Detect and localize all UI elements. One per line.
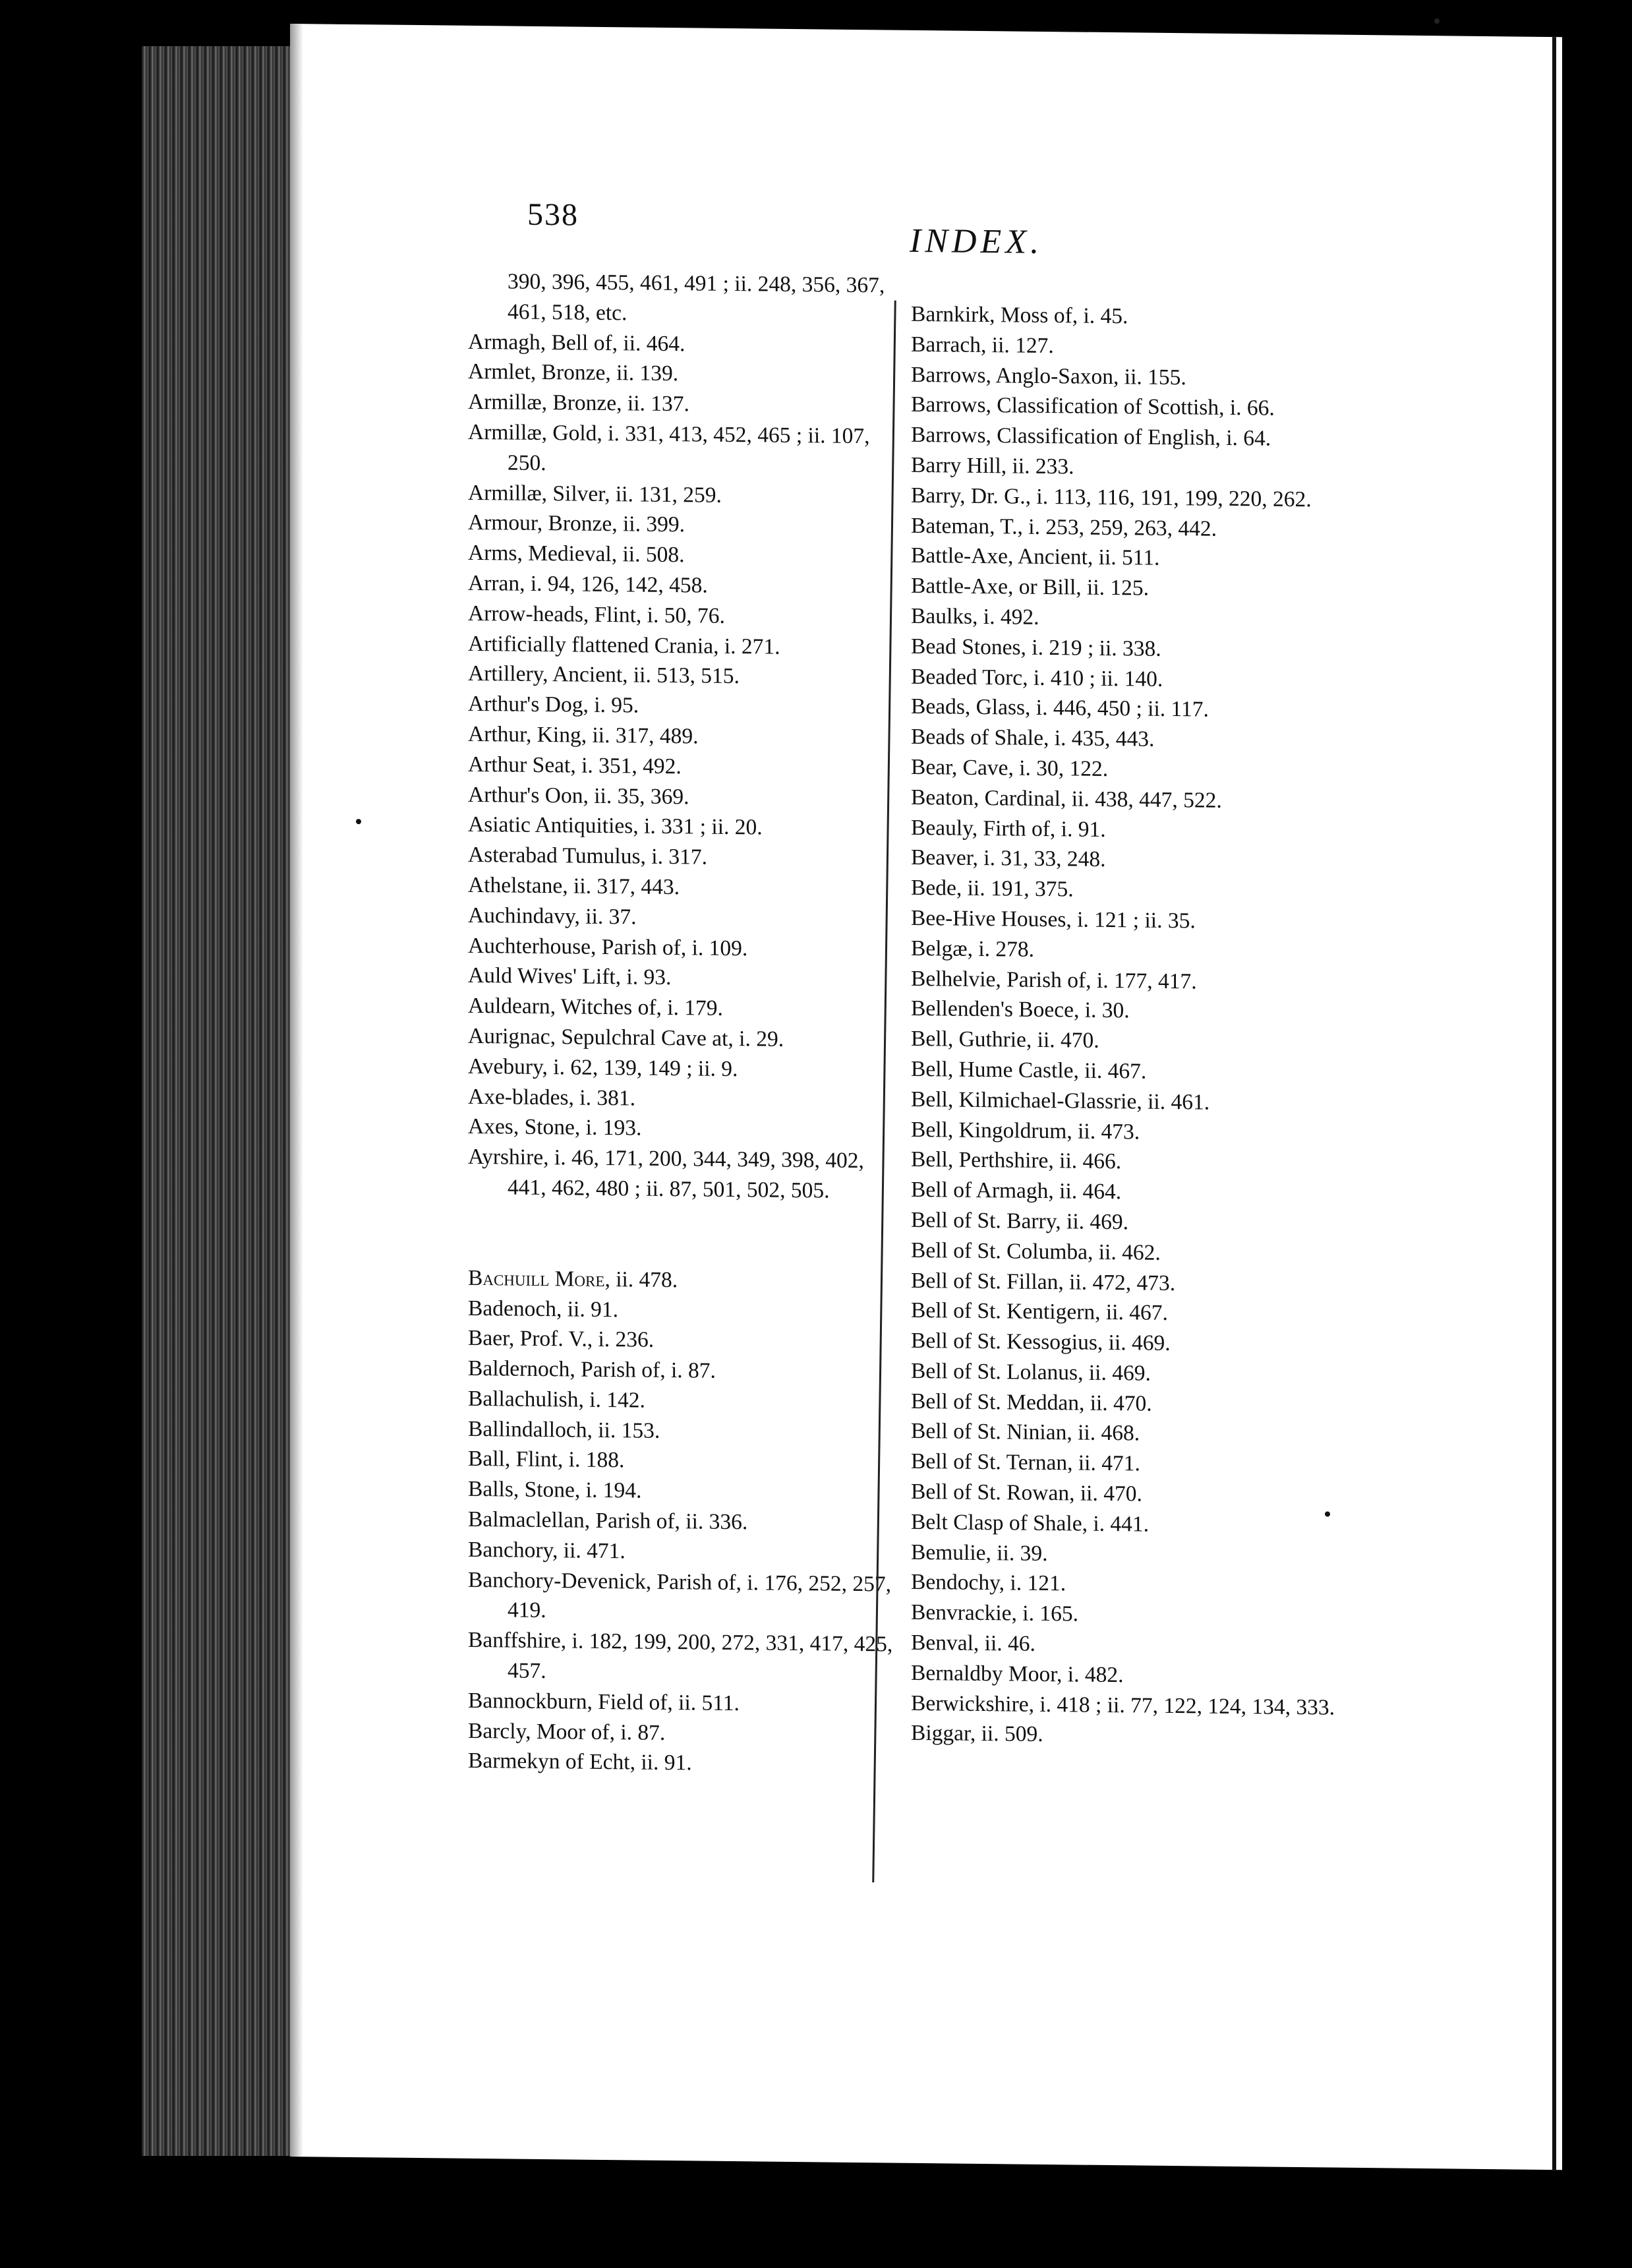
index-entry: Bell of St. Kentigern, ii. 467. xyxy=(911,1298,1168,1326)
index-entry: Arthur's Oon, ii. 35, 369. xyxy=(468,782,689,809)
index-entry: 390, 396, 455, 461, 491 ; ii. 248, 356, 367, 461, 518, etc. xyxy=(508,269,885,326)
page-number: 538 xyxy=(527,196,579,233)
index-entry: Armillæ, Bronze, ii. 137. xyxy=(468,390,689,417)
index-entry: Belgæ, i. 278. xyxy=(911,936,1035,962)
index-entry: Athelstane, ii. 317, 443. xyxy=(468,872,680,900)
index-entry: Bellenden's Boece, i. 30. xyxy=(911,996,1130,1023)
index-entry: Biggar, ii. 509. xyxy=(911,1721,1043,1747)
entry-references: , ii. 478. xyxy=(604,1267,678,1292)
index-entry: Bell of St. Rowan, ii. 470. xyxy=(911,1479,1142,1507)
index-entry: Baer, Prof. V., i. 236. xyxy=(468,1326,655,1353)
index-entry: Balmaclellan, Parish of, ii. 336. xyxy=(468,1507,748,1535)
index-entry: Bell of St. Barry, ii. 469. xyxy=(911,1207,1129,1235)
index-entry: Arran, i. 94, 126, 142, 458. xyxy=(468,570,708,598)
index-entry: Artillery, Ancient, ii. 513, 515. xyxy=(468,661,740,689)
index-entry: Armour, Bronze, ii. 399. xyxy=(468,510,685,537)
index-entry: Bernaldby Moor, i. 482. xyxy=(911,1660,1124,1688)
index-entry: Armillæ, Silver, ii. 131, 259. xyxy=(468,480,722,508)
index-entry: Bell of St. Lolanus, ii. 469. xyxy=(911,1358,1151,1386)
index-entry: Barrows, Anglo-Saxon, ii. 155. xyxy=(911,362,1186,390)
index-entry: Barry Hill, ii. 233. xyxy=(911,452,1074,479)
index-entry: Bendochy, i. 121. xyxy=(911,1570,1066,1596)
index-entry: Bede, ii. 191, 375. xyxy=(911,876,1074,902)
index-entry: Bell of St. Meddan, ii. 470. xyxy=(911,1388,1152,1416)
right-index-column xyxy=(911,299,1366,1753)
index-entry: Artificially flattened Crania, i. 271. xyxy=(468,631,780,659)
index-entry: Baulks, i. 492. xyxy=(911,603,1039,630)
index-entry: Auldearn, Witches of, i. 179. xyxy=(468,993,723,1021)
index-entry: Bell of St. Columba, ii. 462. xyxy=(911,1238,1161,1265)
running-head: INDEX. xyxy=(910,222,1043,261)
index-entry: Beauly, Firth of, i. 91. xyxy=(911,815,1106,842)
section-gap xyxy=(468,1203,903,1268)
section-initial-entry: Bachuill More xyxy=(468,1265,605,1292)
index-entry xyxy=(468,1263,903,1298)
index-entry: Axe-blades, i. 381. xyxy=(468,1084,635,1111)
index-entry: Auchterhouse, Parish of, i. 109. xyxy=(468,933,748,961)
index-entry: Bell of St. Ninian, ii. 468. xyxy=(911,1419,1140,1446)
index-entry: Bear, Cave, i. 30, 122. xyxy=(911,754,1109,781)
ink-speck xyxy=(356,819,361,824)
index-entry: Bell, Hume Castle, ii. 467. xyxy=(911,1056,1147,1084)
index-entry: Bateman, T., i. 253, 259, 263, 442. xyxy=(911,513,1217,541)
index-entry: Bell, Perthshire, ii. 466. xyxy=(911,1147,1122,1174)
index-entry: Barrows, Classification of Scottish, i. 66. xyxy=(911,392,1275,421)
book-spine-edge xyxy=(142,46,300,2156)
index-entry: Beaver, i. 31, 33, 248. xyxy=(911,845,1106,872)
index-entry: Barrach, ii. 127. xyxy=(911,332,1054,358)
index-entry: Armagh, Bell of, ii. 464. xyxy=(468,329,685,356)
index-entry: Arthur's Dog, i. 95. xyxy=(468,691,639,718)
index-entry: Arrow-heads, Flint, i. 50, 76. xyxy=(468,601,725,628)
index-page xyxy=(290,24,1562,2170)
index-entry: Beads, Glass, i. 446, 450 ; ii. 117. xyxy=(911,694,1209,722)
index-entry: Bannockburn, Field of, ii. 511. xyxy=(468,1688,740,1716)
index-entry: Arthur, King, ii. 317, 489. xyxy=(468,721,699,749)
index-entry: Arms, Medieval, ii. 508. xyxy=(468,540,685,568)
index-entry: Beads of Shale, i. 435, 443. xyxy=(911,725,1155,752)
index-entry: Banffshire, i. 182, 199, 200, 272, 331, 417, 425, 457. xyxy=(468,1628,893,1684)
index-entry: Baldernoch, Parish of, i. 87. xyxy=(468,1356,716,1383)
index-entry: Auchindavy, ii. 37. xyxy=(468,903,637,930)
index-entry: Bell of St. Ternan, ii. 471. xyxy=(911,1449,1140,1476)
index-entry: Avebury, i. 62, 139, 149 ; ii. 9. xyxy=(468,1054,738,1081)
index-entry: Belt Clasp of Shale, i. 441. xyxy=(911,1509,1150,1537)
index-entry: Ballachulish, i. 142. xyxy=(468,1386,645,1413)
index-entry: Bell of St. Fillan, ii. 472, 473. xyxy=(911,1268,1176,1296)
index-entry: Bead Stones, i. 219 ; ii. 338. xyxy=(911,634,1161,661)
index-entry: Bell of Armagh, ii. 464. xyxy=(911,1177,1122,1205)
index-entry: Armlet, Bronze, ii. 139. xyxy=(468,359,679,386)
index-entry: Bemulie, ii. 39. xyxy=(911,1539,1048,1566)
index-entry: Benval, ii. 46. xyxy=(911,1630,1035,1656)
index-entry: Ballindalloch, ii. 153. xyxy=(468,1416,660,1443)
facing-page-edge xyxy=(1552,37,1556,2170)
index-entry: Balls, Stone, i. 194. xyxy=(468,1477,642,1503)
index-entry: Berwickshire, i. 418 ; ii. 77, 122, 124, 134, 333. xyxy=(911,1690,1335,1720)
index-entry: Bee-Hive Houses, i. 121 ; ii. 35. xyxy=(911,905,1196,934)
index-entry: Benvrackie, i. 165. xyxy=(911,1600,1078,1626)
index-entry: Arthur Seat, i. 351, 492. xyxy=(468,752,682,779)
index-entry: Beaded Torc, i. 410 ; ii. 140. xyxy=(911,664,1163,692)
index-entry: Battle-Axe, Ancient, ii. 511. xyxy=(911,543,1160,571)
index-entry: Asterabad Tumulus, i. 317. xyxy=(468,842,707,870)
index-entry: Bell, Guthrie, ii. 470. xyxy=(911,1026,1099,1053)
ink-speck xyxy=(1325,1511,1330,1516)
index-entry: Banchory, ii. 471. xyxy=(468,1537,626,1564)
index-entry: Bell, Kingoldrum, ii. 473. xyxy=(911,1117,1140,1145)
index-entry: Barcly, Moor of, i. 87. xyxy=(468,1718,666,1745)
index-entry: Belhelvie, Parish of, i. 177, 417. xyxy=(911,966,1197,994)
index-entry: Bell, Kilmichael-Glassrie, ii. 461. xyxy=(911,1087,1210,1115)
index-entry: Barrows, Classification of English, i. 64. xyxy=(911,423,1271,451)
index-entry: Auld Wives' Lift, i. 93. xyxy=(468,963,672,990)
gutter-shadow xyxy=(290,24,303,2157)
left-index-column xyxy=(468,266,903,1781)
index-entry: Axes, Stone, i. 193. xyxy=(468,1114,642,1141)
index-entry: Aurignac, Sepulchral Cave at, i. 29. xyxy=(468,1023,784,1052)
index-entry: Bell of St. Kessogius, ii. 469. xyxy=(911,1328,1171,1356)
index-entry: Beaton, Cardinal, ii. 438, 447, 522. xyxy=(911,785,1222,813)
index-entry: Asiatic Antiquities, i. 331 ; ii. 20. xyxy=(468,812,763,840)
index-entry: Ayrshire, i. 46, 171, 200, 344, 349, 398, 402, 441, 462, 480 ; ii. 87, 501, 502, 505. xyxy=(468,1144,864,1203)
index-entry: Barmekyn of Echt, ii. 91. xyxy=(468,1748,692,1776)
index-entry: Banchory-Devenick, Parish of, i. 176, 252, 257, 419. xyxy=(468,1567,891,1623)
index-entry: Ball, Flint, i. 188. xyxy=(468,1447,625,1473)
corner-speck: • xyxy=(1433,9,1441,34)
index-entry: Badenoch, ii. 91. xyxy=(468,1296,618,1322)
index-entry: Armillæ, Gold, i. 331, 413, 452, 465 ; ii. 107, 250. xyxy=(468,419,870,475)
index-entry: Barnkirk, Moss of, i. 45. xyxy=(911,301,1128,329)
index-entry: Barry, Dr. G., i. 113, 116, 191, 199, 220, 262. xyxy=(911,483,1312,512)
index-entry: Battle-Axe, or Bill, ii. 125. xyxy=(911,574,1150,601)
